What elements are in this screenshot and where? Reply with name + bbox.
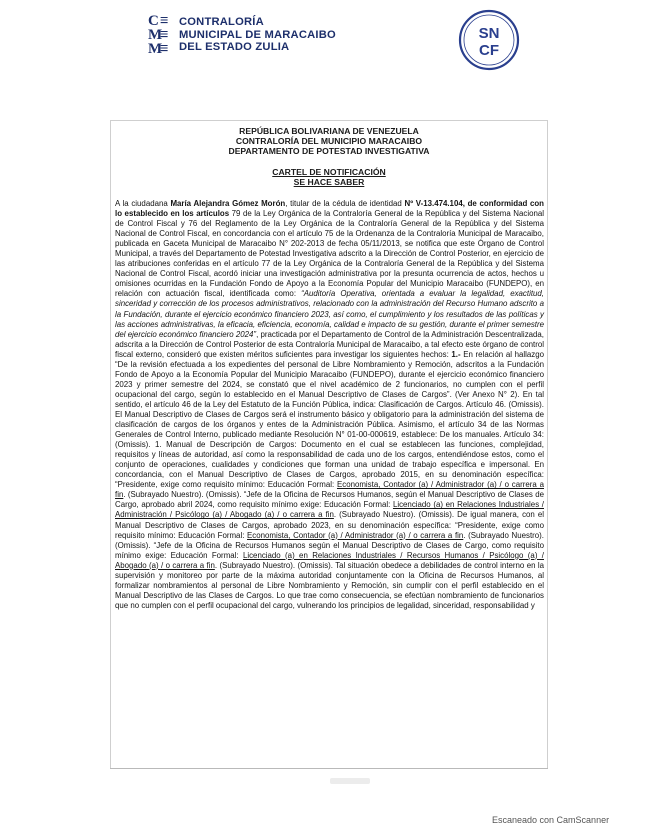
seal-top: SN (478, 25, 500, 42)
segment: . (Subrayado Nuestro). (Omissis). “Jefe de la Oficina de Recursos Humanos, según el Manual Descriptivo de Clases de Cargo, aprobado abril 2024, como requisito mínimo exige: Educación Formal: (115, 490, 544, 510)
contraloria-logo-mark: C M M ≡ ≡ ≡ (148, 13, 169, 57)
faint-mark (330, 778, 370, 784)
underlined-requirement: Economista, Contador (a) / Administrador (a) / o carrera a fin (247, 530, 464, 540)
segment: . (Subrayado Nuestro). (Omissis). De igual manera, con el Manual Descriptivo de Clases de Cargos, aprobado 2023, en su denominación específica: “Presidente, exige como requisito mínimo: Educación Formal: (115, 510, 545, 540)
underlined-requirement: Licenciado (a) en Relaciones Industriales / Administración / Psicólogo (a) / Abogado (a) / o carrera a fin (115, 500, 544, 520)
logo-line-1: CONTRALORÍA (179, 16, 264, 28)
logo-line-3: DEL ESTADO ZULIA (179, 41, 290, 54)
notice-title: CARTEL DE NOTIFICACIÓN (272, 167, 386, 177)
notification-document (110, 120, 548, 769)
page-bottom-rule (110, 768, 548, 769)
scanner-watermark: Escaneado con CamScanner (492, 815, 610, 825)
finding-number: 1.- (451, 349, 461, 359)
logo-line-2: MUNICIPAL DE MARACAIBO (179, 28, 336, 41)
document-header (111, 126, 547, 157)
recipient-name: María Alejandra Gómez Morón (170, 199, 286, 208)
heading-department: DEPARTAMENTO DE POTESTAD INVESTIGATIVA (228, 146, 430, 157)
id-and-articles: Nº V-13.474.104, de conformidad con lo establecido en los artículos (115, 199, 544, 219)
segment: , practicada por el Departamento de Control de la Administración Descentralizada, adscrita a la Dirección de Control Posterior de esta Contraloría Municipal de Maracaibo, a tal efecto este órgano de control fiscal externo, consideró que existen méritos suficientes para investigar los siguientes hechos: (115, 329, 544, 359)
notice-body (115, 199, 544, 611)
segment: . (Subrayado Nuestro). (Omissis). “Jefe de la Oficina de Recursos Humanos según el Manual Descriptivo de Clases de Cargo, como requisito mínimo exige: Educación Formal: (115, 530, 545, 560)
heading-contraloria: CONTRALORÍA DEL MUNICIPIO MARACAIBO (235, 136, 423, 147)
notice-title-block (111, 167, 547, 187)
sncf-seal-icon (458, 9, 520, 71)
segment: A la ciudadana (115, 199, 171, 208)
segment: 79 de la Ley Orgánica de la Contraloría General de la República y del Sistema Nacional de Control Fiscal y 76 del Reglamento de la Ley Orgánica de la Contraloría General de la República y del Sistema Nacional de Control Fiscal, en concordancia con el artículo 75 de la Ordenanza de la Contraloría Municipal de Maracaibo, publicada en Gaceta Municipal de Maracaibo N° 202-2013 de fecha 05/11/2013, se notifica que este Órgano de Control Municipal, a través del Departamento de Potestad Investigativa adscrito a la Dirección de Control Posterior, en ejercicio de las atribuciones conferidas en el artículo 77 de la Ley Orgánica de la Contraloría General de la República y del Sistema Nacional de Control Fiscal, acordó iniciar una investigación administrativa por la presunta ocurrencia de actos, hechos u omisiones ocurridas en la Fundación Fondo de Apoyo a la Economía Popular del Municipio Maracaibo (FUNDEPO), en relación con actuación fiscal, identificada como: (115, 209, 544, 299)
underlined-requirement: Licenciado (a) en Relaciones Industriales / Recursos Humanos / Psicólogo (a) / Abogado (a) / o carrera a fin (115, 550, 544, 570)
underlined-requirement: Economista, Contador (a) / Administrador (a) / o carrera a fin (115, 480, 544, 500)
notice-paragraph (115, 199, 544, 611)
audit-title: “Auditoría Operativa, orientada a evaluar la legalidad, exactitud, sinceridad y corrección de los procesos administrativos, relacionado con la administración del Recurso Humano adscrito a la Fundación, durante el ejercicio económico financiero 2023, así como, el cumplimiento y los resultados de las políticas y las acciones administrativas, la eficacia, eficiencia, economía, calidad e impacto de su gestión, durante el primer semestre del ejercicio económico financiero 2024” (115, 289, 544, 339)
segment: En relación al hallazgo “De la revisión efectuada a los expedientes del personal de Libre Nombramiento y Remoción, adscritos a la Fundación Fondo de Apoyo a la Economía Popular del Municipio Maracaibo (FUNDEPO), durante el ejercicio económico financiero 2023 y primer semestre del 2024, se constató que el nivel académico de 2 funcionarios, no cumplen con el perfil ocupacional del cargo, según lo establecido en el Manual Descriptivo de Clases de Cargos”. (Ver Anexo N° 2). En tal sentido, el artículo 46 de la Ley del Estatuto de la Función Pública, indica: Clasificación de Cargos. Artículo 46. (Omissis). El Manual Descriptivo de Clases de Cargos será el instrumento básico y obligatorio para la administración del sistema de clasificación de cargos de los órganos y entes de la Administración Pública. Asimismo, el artículo 34 de las Normas Generales de Control Interno, publicado mediante Resolución N° 01-00-000619, establece: De los manuales. Artículo 34: (Omissis). 1. Manual de Descripción de Cargos: Documento en el cual se establecen las funciones, complejidad, requisitos y líneas de autoridad, así como la responsabilidad de cada uno de los cargos, entendiéndose estos, como el conjunto de operaciones, cualidades y condiciones que forman una unidad de trabajo específica e impersonal. En concordancia, con el Manual Descriptivo de Clases de Cargos, aprobado 2015, en su denominación específica: “Presidente, exige como requisito mínimo: Educación Formal: (115, 349, 544, 490)
segment: . (Subrayado Nuestro). (Omissis). Tal situación obedece a debilidades de control interno en la supervisión y monitoreo por parte de la máxima autoridad conjuntamente con la Oficina de Recursos Humanos, al formalizar nombramientos al personal de Libre Nombramiento y Remoción, sin cumplir con el perfil establecido en el Manual Descriptivo de las Clases de Cargos. Lo que trae como consecuencia, se efectúan nombramiento de funcionarios que no cumplen con el perfil ocupacional del cargo, vulnerando los principios de legalidad, sinceridad, responsabilidad y (115, 560, 544, 610)
notice-subtitle: SE HACE SABER (293, 177, 365, 188)
contraloria-logo-text (179, 16, 336, 54)
segment: , titular de la cédula de identidad (285, 199, 405, 208)
seal-bottom: CF (479, 42, 499, 59)
heading-republic: REPÚBLICA BOLIVARIANA DE VENEZUELA (239, 126, 419, 136)
